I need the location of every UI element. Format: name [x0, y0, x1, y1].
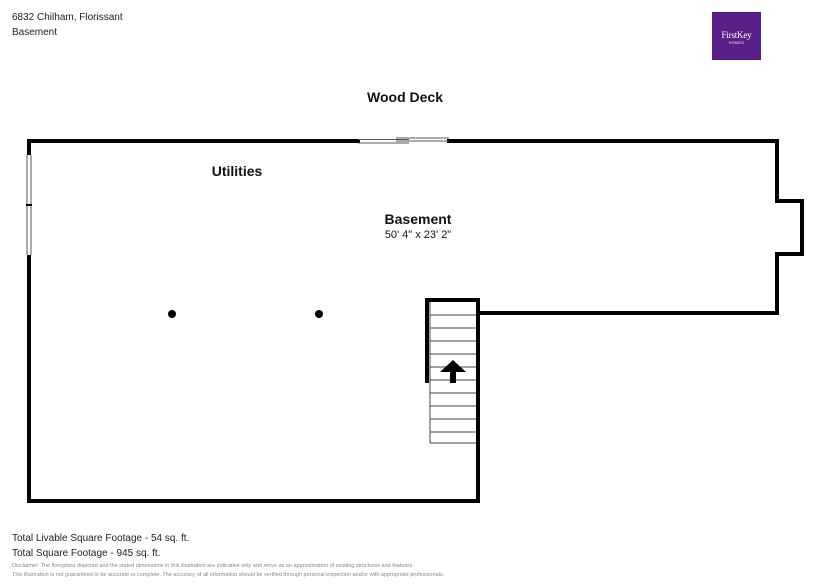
logo-subtext: HOMES — [728, 41, 745, 45]
exterior-wall — [29, 141, 802, 501]
total-area-text: Total Square Footage - 945 sq. ft. — [12, 548, 161, 559]
disclaimer-line-2: This illustration is not guaranteed to be accurate or complete. The accuracy of all information should be verified through personal inspection and/or with appropriate professionals. — [12, 572, 445, 578]
logo-brand-text: FirstKey — [721, 30, 752, 40]
support-post — [168, 310, 176, 318]
room-label-basement: Basement — [384, 211, 452, 227]
property-address: 6832 Chilham, Florissant — [12, 12, 123, 23]
sliding-door — [358, 138, 449, 143]
livable-area-text: Total Livable Square Footage - 54 sq. ft. — [12, 533, 190, 544]
room-dimensions-basement: 50' 4" x 23' 2" — [384, 229, 452, 241]
floor-name: Basement — [12, 27, 58, 38]
room-label-utilities: Utilities — [211, 163, 263, 179]
window-left-wall — [26, 155, 32, 255]
exterior-label-wood-deck: Wood Deck — [367, 89, 443, 105]
disclaimer-line-1: Disclaimer: The floorplans depicted and the stated dimensions in this illustration are indicative only and serve as an approximation of existing structures and features. — [12, 563, 414, 569]
support-post — [315, 310, 323, 318]
